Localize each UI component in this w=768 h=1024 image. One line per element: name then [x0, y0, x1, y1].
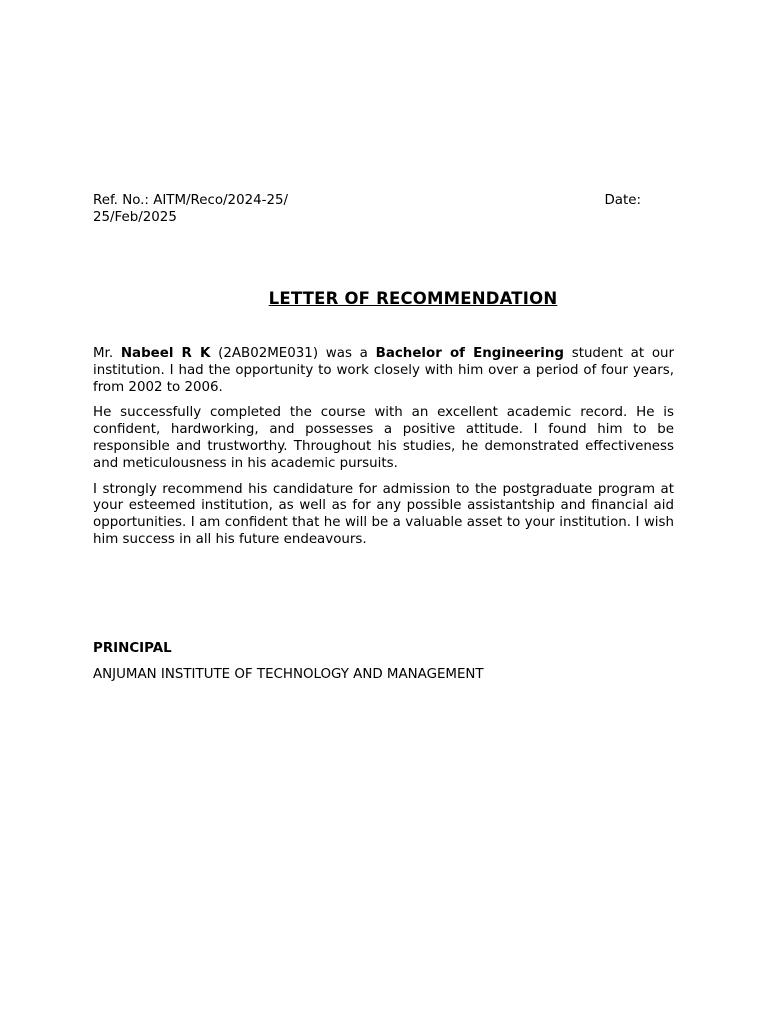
paragraph-performance: He successfully completed the course with an excellent academic record. He is confident, hardworking, and possesses a positive attitude. I found him to be responsible and trustworthy. Throughout his studies, he demonstrated effectiveness and meticulousness in his academic pursuits. [93, 405, 674, 471]
paragraph-recommendation: I strongly recommend his candidature for admission to the postgraduate program at your esteemed institution, as well as for any possible assistantship and financial aid opportunities. I am confident that he will be a valuable asset to your institution. I wish him success in all his future endeavours. [93, 481, 674, 547]
degree-name: Bachelor of Engineering [375, 346, 564, 361]
date-label: Date: [604, 193, 641, 208]
reference-number: Ref. No.: AITM/Reco/2024-25/ [93, 193, 289, 208]
letter-body [93, 346, 674, 558]
student-name: Nabeel R K [120, 346, 211, 361]
institution-name: ANJUMAN INSTITUTE OF TECHNOLOGY AND MANAGEMENT [93, 667, 484, 682]
reference-line [93, 192, 653, 209]
paragraph-intro [93, 346, 674, 396]
salutation: Mr. [93, 346, 121, 361]
reference-block [93, 192, 653, 226]
student-id-text: (2AB02ME031) was a [210, 346, 376, 361]
date-value: 25/Feb/2025 [93, 210, 177, 225]
letter-title: LETTER OF RECOMMENDATION [268, 289, 558, 308]
signatory-role: PRINCIPAL [93, 641, 172, 656]
signature-block [93, 640, 693, 683]
intro-rest: student at our institution. I had the opportunity to work closely with him over a period of four years, from 2002 to 2006. [93, 346, 675, 395]
